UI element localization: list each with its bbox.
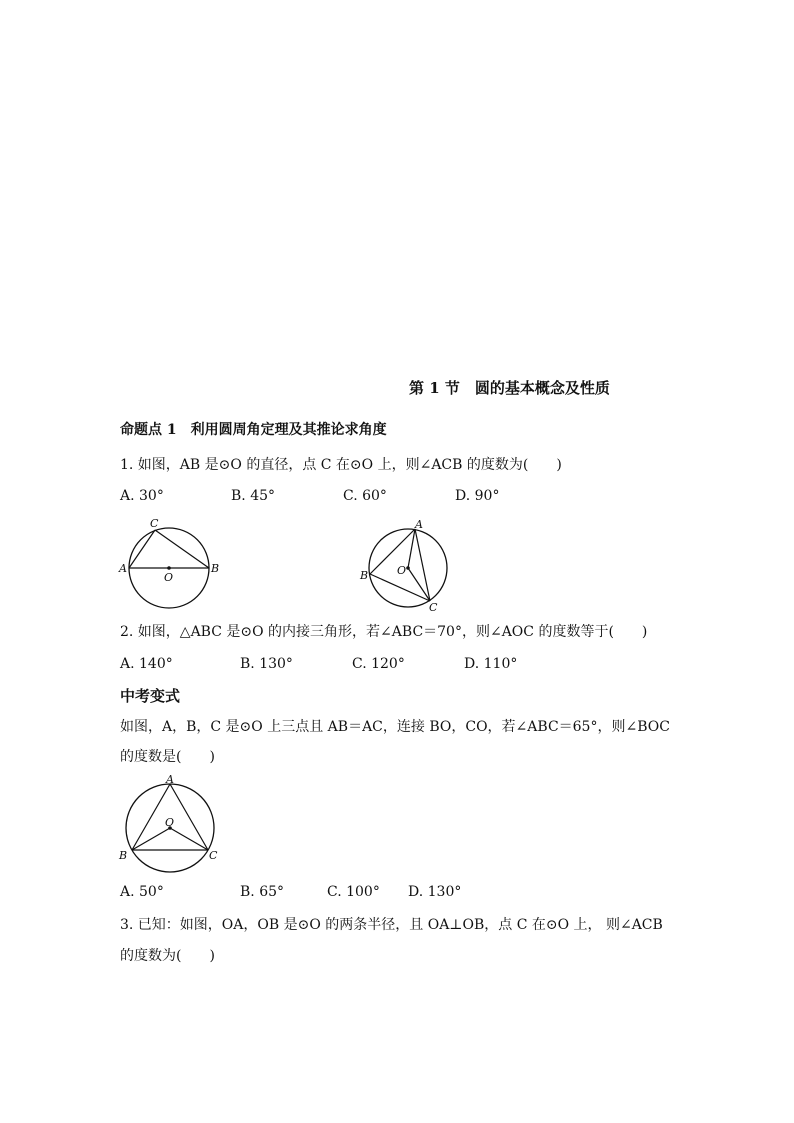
question-2-option-d[interactable]: D. 110°	[464, 656, 518, 672]
variant-option-c[interactable]: C. 100°	[327, 884, 380, 900]
fig1-label-b: B	[211, 562, 220, 575]
fig3-label-b: B	[119, 849, 128, 862]
fig2-label-o: O	[397, 564, 407, 577]
fig1-label-c: C	[150, 517, 159, 530]
fig1-label-a: A	[119, 562, 127, 575]
question-1-option-b[interactable]: B. 45°	[231, 488, 276, 504]
question-2-stem: 2. 如图，△ABC 是⊙O 的内接三角形，若∠ABC＝70°，则∠AOC 的度数等于( )	[120, 624, 648, 640]
variant-stem-line-2: 的度数是( )	[120, 749, 215, 765]
fig3-label-o: O	[165, 816, 175, 829]
figure-2-inscribed-triangle	[357, 517, 457, 612]
fig2-label-a: A	[415, 518, 423, 531]
variant-stem-line-1: 如图，A，B，C 是⊙O 上三点且 AB＝AC，连接 BO，CO，若∠ABC＝65°，则∠BOC	[120, 719, 670, 735]
fig2-label-c: C	[429, 601, 438, 614]
question-2-option-b[interactable]: B. 130°	[240, 656, 293, 672]
fig1-center-dot	[167, 566, 171, 570]
variant-option-a[interactable]: A. 50°	[120, 884, 164, 900]
section-heading: 命题点 1 利用圆周角定理及其推论求角度	[120, 422, 387, 438]
fig2-center-dot	[406, 566, 410, 570]
question-2-option-a[interactable]: A. 140°	[120, 656, 173, 672]
fig1-label-o: O	[164, 571, 174, 584]
fig3-chord-ac	[170, 784, 208, 850]
fig1-chord-ac	[129, 530, 155, 568]
question-1-option-d[interactable]: D. 90°	[455, 488, 500, 504]
question-1-stem: 1. 如图，AB 是⊙O 的直径，点 C 在⊙O 上，则∠ACB 的度数为( )	[120, 457, 562, 473]
question-3-stem-line-1: 3. 已知：如图，OA，OB 是⊙O 的两条半径，且 OA⊥OB，点 C 在⊙O 上， 则∠ACB	[120, 917, 663, 933]
question-1-option-c[interactable]: C. 60°	[343, 488, 387, 504]
figure-1-circle-diameter	[115, 515, 225, 610]
variant-option-d[interactable]: D. 130°	[408, 884, 462, 900]
question-2-option-c[interactable]: C. 120°	[352, 656, 405, 672]
fig3-label-c: C	[209, 849, 218, 862]
fig3-label-a: A	[166, 773, 174, 786]
fig2-label-b: B	[360, 569, 369, 582]
variant-heading: 中考变式	[120, 687, 181, 705]
question-3-stem-line-2: 的度数为( )	[120, 948, 215, 964]
figure-3-isosceles-inscribed	[115, 772, 225, 872]
fig1-chord-cb	[155, 530, 209, 568]
page-title: 第 1 节 圆的基本概念及性质	[409, 379, 610, 397]
variant-option-b[interactable]: B. 65°	[240, 884, 285, 900]
question-1-option-a[interactable]: A. 30°	[120, 488, 164, 504]
